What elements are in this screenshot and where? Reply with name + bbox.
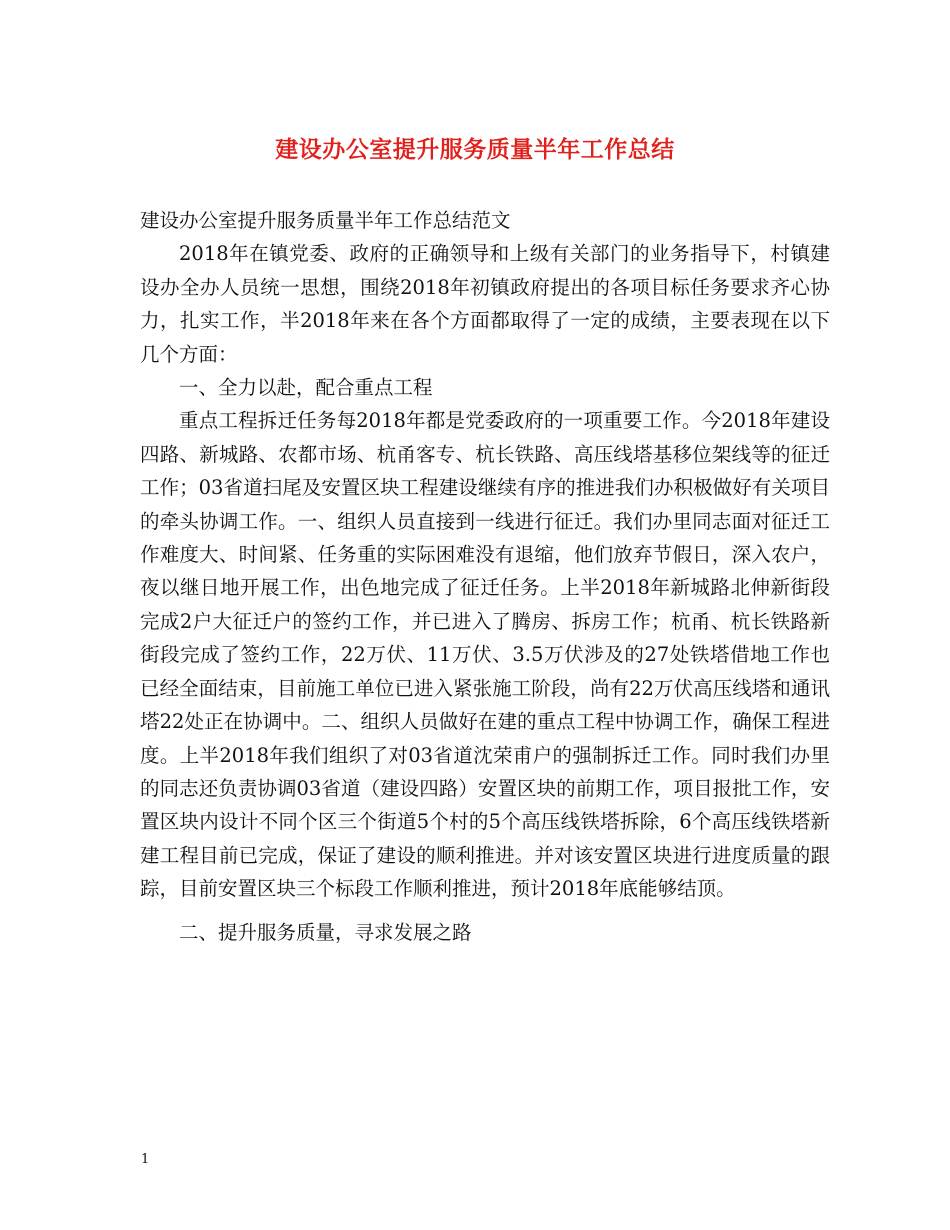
document-subtitle: 建设办公室提升服务质量半年工作总结范文 (140, 209, 511, 232)
page-number: 1 (141, 1152, 150, 1167)
section-1-paragraph: 重点工程拆迁任务每2018年都是党委政府的一项重要工作。今2018年建设四路、新城路、农都市场、杭甬客专、杭长铁路、高压线塔基移位架线等的征迁工作；03省道扫尾及安置区块工程建设继续有序的推进我们办积极做好有关项目的牵头协调工作。一、组织人员直接到一线进行征迁。我们办里同志面对征迁工作难度大、时间紧、任务重的实际困难没有退缩，他们放弃节假日，深入农户，夜以继日地开展工作，出色地完成了征迁任务。上半2018年新城路北伸新街段完成2户大征迁户的签约工作，并已进入了腾房、拆房工作；杭甬、杭长铁路新街段完成了签约工作，22万伏、11万伏、3.5万伏涉及的27处铁塔借地工作也已经全面结束，目前施工单位已进入紧张施工阶段，尚有22万伏高压线塔和通讯塔22处正在协调中。二、组织人员做好在建的重点工程中协调工作，确保工程进度。上半2018年我们组织了对03省道沈荣甫户的强制拆迁工作。同时我们办里的同志还负责协调03省道（建设四路）安置区块的前期工作，项目报批工作，安置区块内设计不同个区三个街道5个村的5个高压线铁塔拆除，6个高压线铁塔新建工程目前已完成，保证了建设的顺利推进。并对该安置区块进行进度质量的跟踪，目前安置区块三个标段工作顺利推进，预计2018年底能够结顶。 (140, 409, 830, 901)
document-body (140, 204, 830, 949)
document-title: 建设办公室提升服务质量半年工作总结 (275, 136, 675, 163)
section-1-heading: 一、全力以赴，配合重点工程 (179, 376, 433, 400)
section-2-heading: 二、提升服务质量，寻求发展之路 (179, 920, 472, 944)
intro-paragraph: 2018年在镇党委、政府的正确领导和上级有关部门的业务指导下，村镇建设办全办人员统一思想，围绕2018年初镇政府提出的各项目标任务要求齐心协力，扎实工作，半2018年来在各个方面都取得了一定的成绩，主要表现在以下几个方面： (140, 242, 830, 366)
